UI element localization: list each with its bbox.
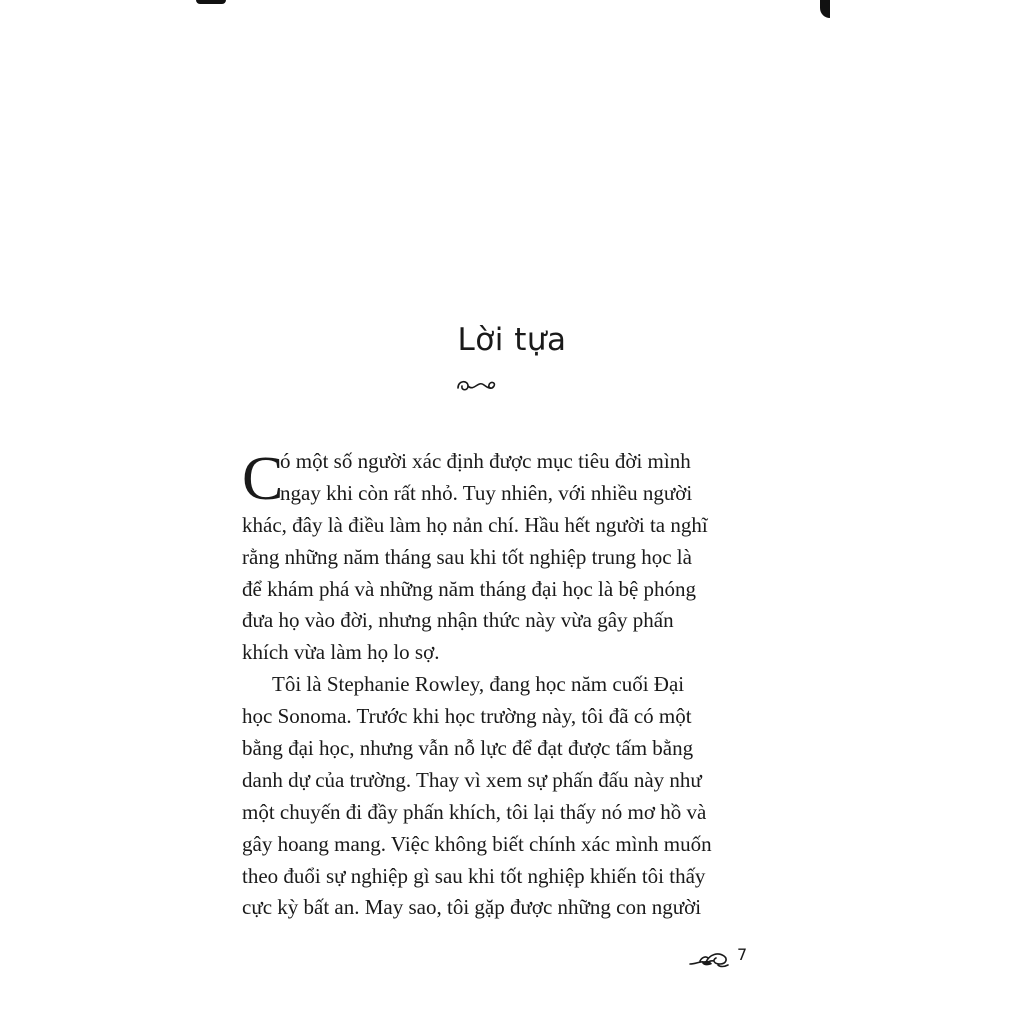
text-line: ó một số người xác định được mục tiêu đời mình: [280, 449, 691, 473]
scan-edge-mark-left: [196, 0, 226, 4]
text-line: học Sonoma. Trước khi học trường này, tôi đã có một: [242, 704, 692, 729]
text-line: theo đuổi sự nghiệp gì sau khi tốt nghiệp khiến tôi thấy: [242, 863, 706, 888]
body-text: [242, 446, 742, 924]
page-number: 7: [737, 945, 748, 964]
text-line: Tôi là Stephanie Rowley, đang học năm cuối Đại: [272, 672, 685, 697]
page-footer: [688, 944, 758, 974]
text-line: gây hoang mang. Việc không biết chính xác mình muốn: [242, 831, 712, 856]
text-line: bằng đại học, nhưng vẫn nỗ lực để đạt được tấm bằng: [242, 736, 694, 761]
scan-edge-mark-right: [820, 0, 830, 18]
drop-cap: C: [242, 445, 284, 513]
text-line: khác, đây là điều làm họ nản chí. Hầu hết người ta nghĩ: [242, 512, 708, 537]
text-line: rằng những năm tháng sau khi tốt nghiệp trung học là: [242, 544, 692, 569]
text-line: ngay khi còn rất nhỏ. Tuy nhiên, với nhiều người: [280, 480, 693, 505]
scroll-flourish-icon: [452, 376, 498, 396]
text-line: một chuyến đi đầy phấn khích, tôi lại thấy nó mơ hồ và: [242, 799, 707, 824]
flourish-icon: [688, 948, 732, 970]
text-line: đưa họ vào đời, nhưng nhận thức này vừa gây phấn: [242, 608, 674, 633]
text-line: cực kỳ bất an. May sao, tôi gặp được những con người: [242, 895, 702, 920]
text-line: danh dự của trường. Thay vì xem sự phấn đấu này như: [242, 767, 702, 792]
text-line: khích vừa làm họ lo sợ.: [242, 640, 440, 665]
chapter-title: Lời tựa: [457, 322, 567, 358]
text-line: để khám phá và những năm tháng đại học là bệ phóng: [242, 576, 697, 601]
